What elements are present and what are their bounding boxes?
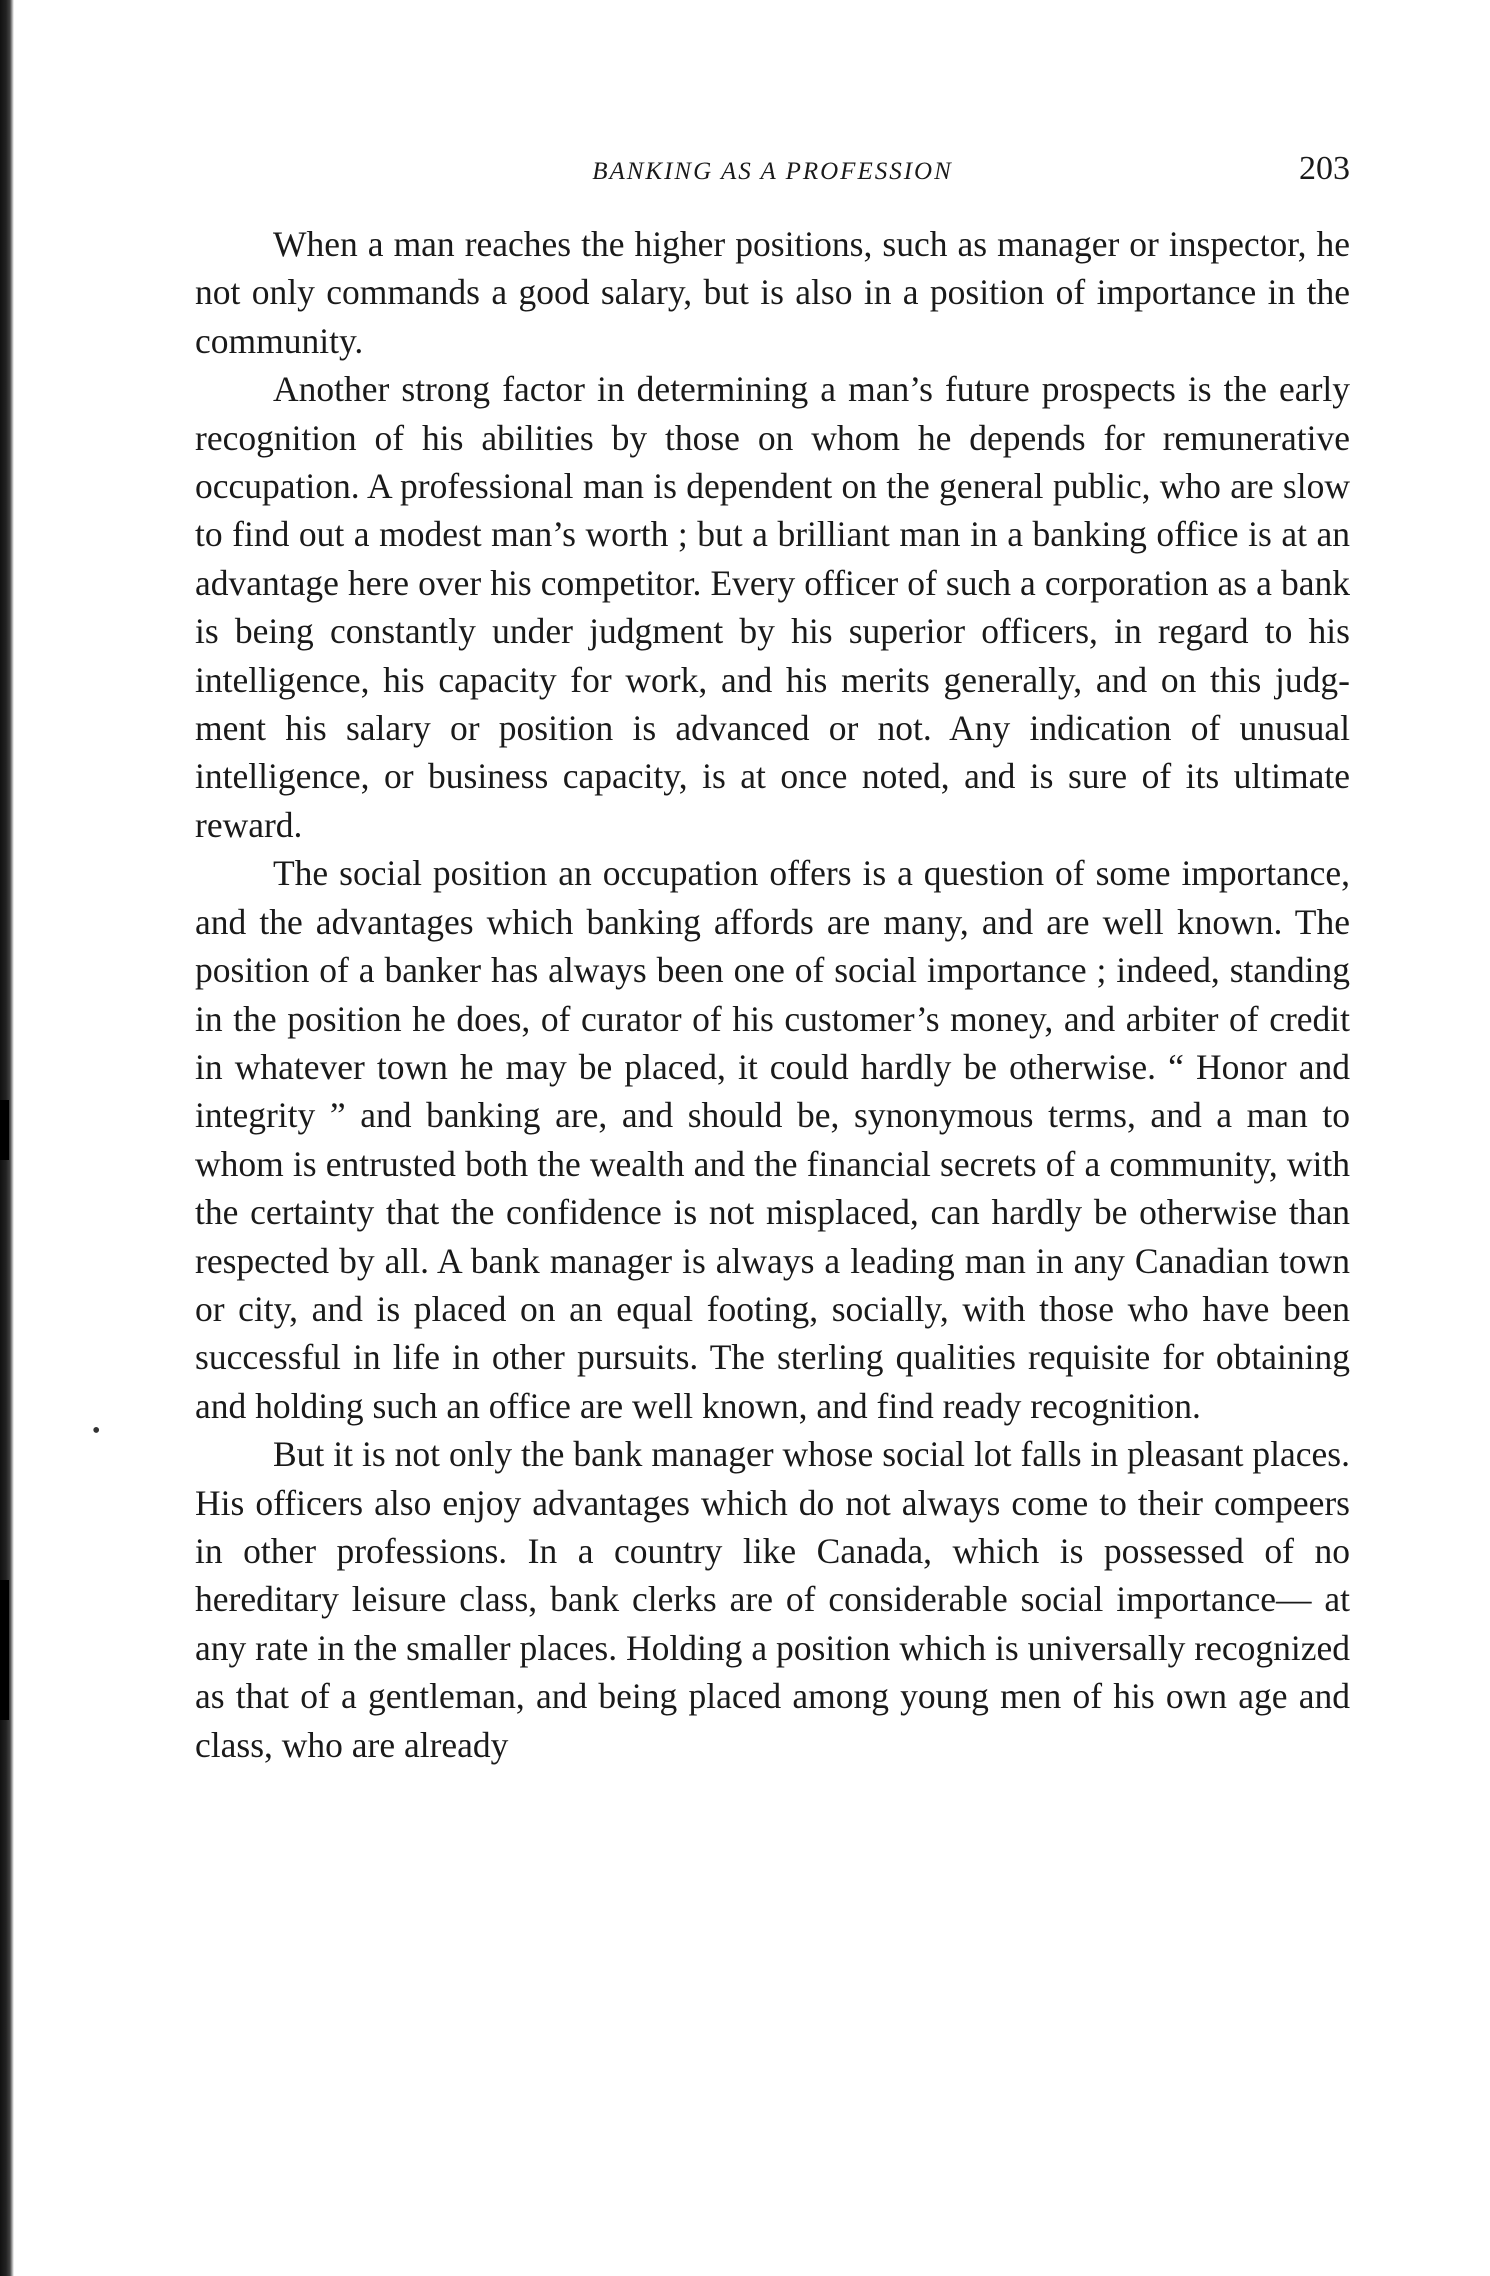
body-text: [195, 220, 1350, 1769]
running-head: [195, 150, 1350, 194]
paragraph: When a man reaches the higher positions, such as manager or inspector, he not only commands a good salary, but is also in a position of importance in the community.: [195, 224, 1350, 361]
scan-edge-mark: [0, 1100, 9, 1160]
paragraph: The social position an occupation offers is a question of some importance, and the advantages which banking affords are many, and are well known. The position of a banker has always been one of social importance ; indeed, standing in the position he does, of curator of his customer’s money, and arbiter of credit in whatever town he may be placed, it could hardly be otherwise. “ Honor and integrity ” and banking are, and should be, synonymous terms, and a man to whom is entrusted both the wealth and the financial secrets of a community, with the certainty that the confidence is not misplaced, can hardly be otherwise than respected by all. A bank manager is always a leading man in any Canadian town or city, and is placed on an equal footing, socially, with those who have been successful in life in other pursuits. The sterling qualities requisite for obtaining and holding such an office are well known, and find ready recognition.: [195, 853, 1350, 1426]
page-number: 203: [1299, 150, 1350, 187]
paragraph: But it is not only the bank manager whose social lot falls in pleasant places. His officers also enjoy advantages which do not always come to their compeers in other professions. In a country like Canada, which is possessed of no hereditary leisure class, bank clerks are of considerable social importance— at any rate in the smaller places. Holding a position which is universally recognized as that of a gentleman, and being placed among young men of his own age and class, who are already: [195, 1434, 1350, 1765]
paragraph: Another strong factor in determining a man’s future prospects is the early recognition of his abilities by those on whom he depends for remunerative occupation. A professional man is dependent on the general public, who are slow to find out a modest man’s worth ; but a brilliant man in a banking office is at an advantage here over his competitor. Every officer of such a corporation as a bank is being constantly under judgment by his superior officers, in regard to his intelligence, his capacity for work, and his merits generally, and on this judgment his salary or position is advanced or not. Any indication of unusual intelligence, or business capacity, is at once noted, and is sure of its ultimate reward.: [195, 369, 1350, 845]
running-head-title: BANKING AS A PROFESSION: [592, 158, 953, 185]
scan-edge-mark: [0, 1580, 9, 1720]
stray-mark: •: [92, 1418, 101, 1444]
